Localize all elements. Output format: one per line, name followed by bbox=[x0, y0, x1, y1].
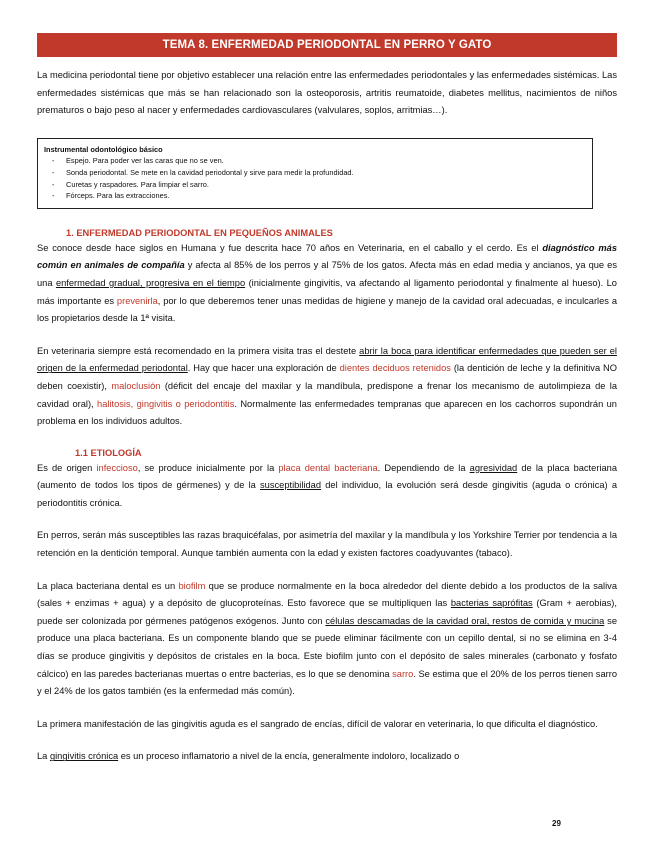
bullet-dash: - bbox=[52, 167, 55, 177]
instrument-box bbox=[37, 138, 593, 209]
page-number: 29 bbox=[552, 819, 561, 828]
paragraph: La primera manifestación de las gingivitis aguda es el sangrado de encías, difícil de valorar en veterinaria, lo que dificulta el diagnóstico. bbox=[37, 718, 598, 729]
list-item-text: Espejo. Para poder ver las caras que no se ven. bbox=[66, 156, 224, 166]
list-item-text: Sonda periodontal. Se mete en la cavidad periodontal y sirve para medir la profundidad. bbox=[66, 167, 354, 177]
bullet-dash: - bbox=[52, 179, 55, 189]
bullet-dash: - bbox=[52, 156, 55, 166]
page-title-banner bbox=[37, 33, 617, 57]
section-heading: 1. ENFERMEDAD PERIODONTAL EN PEQUEÑOS ANIMALES bbox=[66, 227, 333, 238]
paragraph: Es de origen infeccioso, se produce inicialmente por la placa dental bacteriana. Dependiendo de la agresividad de la placa bacteriana (aumento de todos los tipos de gérmenes) y de la susceptibilidad del individuo, la evolución será desde gingivitis (aguda o crónica) a periodontitis crónica. bbox=[37, 462, 617, 508]
list-item bbox=[44, 167, 586, 179]
page-title: TEMA 8. ENFERMEDAD PERIODONTAL EN PERRO Y GATO bbox=[162, 39, 492, 51]
list-item bbox=[44, 190, 586, 202]
list-item-text: Fórceps. Para las extracciones. bbox=[66, 191, 170, 201]
section-heading: 1.1 ETIOLOGÍA bbox=[75, 447, 142, 458]
intro-paragraph: La medicina periodontal tiene por objetivo establecer una relación entre las enfermedades periodontales y las enfermedades sistémicas. Las enfermedades sistémicas que más se han relacionado son la osteoporosis, artritis reumatoide, diabetes mellitus, nacimientos de niños prematuros o bajo peso al nacer y enfermedades cardiovasculares (valvulares, soplos, arritmias…). bbox=[37, 70, 617, 116]
paragraph: La placa bacteriana dental es un biofilm que se produce normalmente en la boca alrededor del diente debido a los productos de la saliva (sales + enzimas + agua) y a depósito de glucoproteínas. Esto favorece que se multipliquen las bacterias saprófitas (Gram + aerobias), puede ser colonizada por gérmenes patógenos exógenos. Junto con células descamadas de la cavidad oral, restos de comida y mucina se produce una placa bacteriana. Es un componente blando que se puede eliminar fácilmente con un cepillo dental, si no se elimina en 3-4 días se produce gingivitis y depósitos de cristales en la boca. Este biofilm junto con el depósito de sales minerales (carbonato y fosfato cálcico) en las paredes bacterianas muertas o entre bacterias, es lo que se denomina sarro. Se estima que el 20% de los perros tienen sarro y el 24% de los gatos también (es la enfermedad más común). bbox=[37, 580, 617, 697]
paragraph: La gingivitis crónica es un proceso inflamatorio a nivel de la encía, generalmente indoloro, localizado o bbox=[37, 751, 460, 762]
bullet-dash: - bbox=[52, 191, 55, 201]
paragraph: Se conoce desde hace siglos en Humana y fue descrita hace 70 años en Veterinaria, en el caballo y el cerdo. Es el diagnóstico más común en animales de compañía y afecta al 85% de los perros y al 75% de los gatos. Afecta más en edad media y ancianos, ya que es una enfermedad gradual, progresiva en el tiempo (inicialmente gingivitis, va afectando al ligamento periodontal y finalmente al hueso). Lo más importante es prevenirla, por lo que deberemos tener unas medidas de higiene y manejo de la cavidad oral adecuadas, e inculcarles a los propietarios desde la 1ª visita. bbox=[37, 242, 617, 324]
list-item bbox=[44, 179, 586, 191]
paragraph: En veterinaria siempre está recomendado en la primera visita tras el destete abrir la boca para identificar enfermedades que pueden ser el origen de la enfermedad periodontal. Hay que hacer una exploración de dientes deciduos retenidos (la dentición de leche y la definitiva NO deben coexistir), maloclusión (déficit del encaje del maxilar y la mandíbula, predispone a frenar los mecanismo de autolimpieza de la cavidad oral), halitosis, gingivitis o periodontitis. Normalmente las enfermedades tempranas que aparecen en los cachorros supondrán un problema en los individuos adultos. bbox=[37, 345, 618, 427]
paragraph: En perros, serán más susceptibles las razas braquicéfalas, por asimetría del maxilar y la mandíbula y los Yorkshire Terrier por tendencia a la retención en la dentición temporal. Aunque también aumenta con la edad y existen factores coadyuvantes (tabaco). bbox=[37, 530, 617, 559]
instrument-list bbox=[44, 155, 586, 201]
list-item-text: Curetas y raspadores. Para limpiar el sarro. bbox=[66, 179, 209, 189]
document-body bbox=[37, 67, 617, 766]
instrument-box-heading: Instrumental odontológico básico bbox=[44, 144, 163, 154]
list-item bbox=[44, 155, 586, 167]
